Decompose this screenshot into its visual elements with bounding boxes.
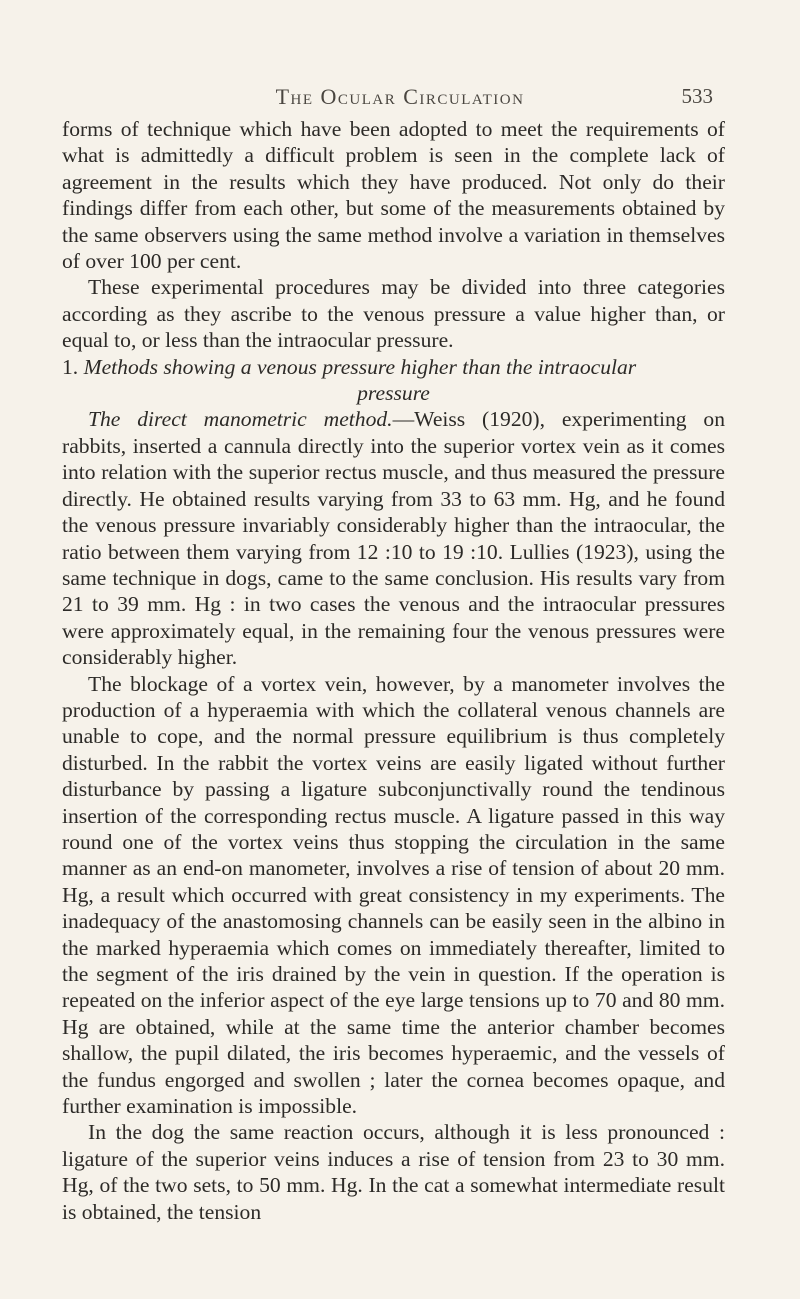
running-title: The Ocular Circulation [275, 84, 525, 109]
page-number: 533 [681, 84, 713, 108]
paragraph-manometric-text: —Weiss (1920), experimenting on rabbits, inserted a cannula directly into the superior vortex vein as it comes into relation with the superior rectus muscle, and thus measured the pressure directly. He obtained results varying from 33 to 63 mm. Hg, and he found the venous pressure invariably considerably higher than the intraocular, the ratio between them varying from 12 :10 to 19 :10. Lullies (1923), using the same technique in dogs, came to the same conclusion. His results vary from 21 to 39 mm. Hg : in two cases the venous and the intraocular pressures were approximately equal, in the remaining four the venous pressures were considerably higher. [62, 407, 725, 670]
paragraph-continued: forms of technique which have been adopted to meet the requirements of what is admittedly a difficult problem is seen in the complete lack of agreement in the results which they have produced. Not only do their findings differ from each other, but some of the measurements obtained by the same observers using the same method involve a variation in themselves of over 100 per cent. [62, 117, 725, 274]
section-title-line1: Methods showing a venous pressure higher than the intraocular [83, 354, 637, 379]
paragraph-manometric [62, 406, 725, 670]
paragraph-categories: These experimental procedures may be divided into three categories according as they ascribe to the venous pressure a value higher than, or equal to, or less than the intraocular pressure. [62, 275, 725, 353]
paragraph-dog: In the dog the same reaction occurs, although it is less pronounced : ligature of the superior veins induces a rise of tension from 23 to 30 mm. Hg, of the two sets, to 50 mm. Hg. In the cat a somewhat intermediate result is obtained, the tension [62, 1120, 725, 1224]
body-text [62, 116, 725, 1225]
paragraph-blockage: The blockage of a vortex vein, however, by a manometer involves the production of a hyperaemia with which the collateral venous channels are unable to cope, and the normal pressure equilibrium is thus completely disturbed. In the rabbit the vortex veins are easily ligated without further disturbance by passing a ligature subconjunctivally round the tendinous insertion of the corresponding rectus muscle. A ligature passed in this way round one of the vortex veins thus stopping the circulation in the same manner as an end-on manometer, involves a rise of tension of about 20 mm. Hg, a result which occurred with great consistency in my experiments. The inadequacy of the anastomosing channels can be easily seen in the albino in the marked hyperaemia which comes on immediately thereafter, limited to the segment of the iris drained by the vein in question. If the operation is repeated on the inferior aspect of the eye large tensions up to 70 and 80 mm. Hg are obtained, while at the same time the anterior chamber becomes shallow, the pupil dilated, the iris becomes hyperaemic, and the vessels of the fundus engorged and swollen ; later the cornea becomes opaque, and further examination is impossible. [62, 671, 725, 1119]
section-title-line2: pressure [357, 381, 430, 406]
section-number: 1. [62, 354, 79, 379]
running-head [0, 84, 800, 110]
paragraph-lead-italic: The direct manometric method. [88, 407, 393, 432]
section-heading [62, 354, 725, 407]
